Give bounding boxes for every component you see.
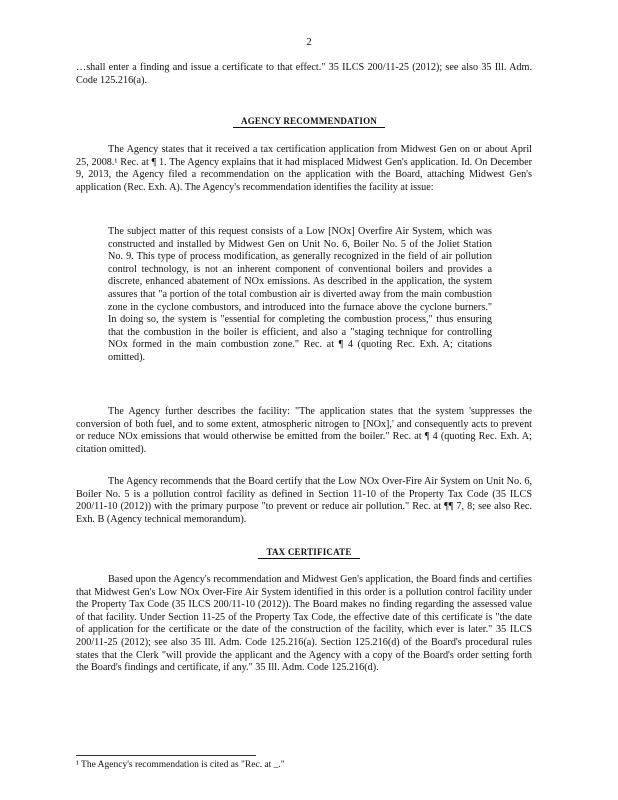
- footnote-divider: [76, 755, 256, 756]
- agency-recommendation-heading: AGENCY RECOMMENDATION: [0, 116, 618, 126]
- tax-certificate-heading: TAX CERTIFICATE: [0, 547, 618, 557]
- footnote: ¹ The Agency's recommendation is cited as "Rec. at _.": [76, 760, 285, 770]
- agency-paragraph-2: The Agency further describes the facility: "The application states that the system 'suppresses the conversion of both fuel, and to some extent, atmospheric nitrogen to [NOx],' and consequently acts to prevent or reduce NOx emissions that would otherwise be emitted from the boiler." Rec. at ¶ 4 (quoting Rec. Exh. A; citation omitted).: [76, 406, 532, 455]
- agency-block-quote: The subject matter of this request consists of a Low [NOx] Overfire Air System, which was constructed and installed by Midwest Gen on Unit No. 6, Boiler No. 5 of the Joliet Station No. 9. This type of process modification, as generally recognized in the field of air pollution control technology, is not an inherent component of conventional boilers and provides a discrete, enhanced abatement of NOx emissions. As described in the application, the system assures that "a portion of the total combustion air is diverted away from the main combustion zone in the cyclone combustors, and introduced into the furnace above the cyclone burners." In doing so, the system is "essential for completing the combustion process," thus ensuring that the combustion in the boiler is efficient, and also a "staging technique for controlling NOx formed in the main combustion zone." Rec. at ¶ 4 (quoting Rec. Exh. A; citations omitted).: [108, 226, 492, 363]
- agency-paragraph-3: The Agency recommends that the Board certify that the Low NOx Over-Fire Air System on Unit No. 6, Boiler No. 5 is a pollution control facility as defined in Section 11-10 of the Property Tax Code (35 ILCS 200/11-10 (2012)) with the primary purpose "to prevent or reduce air pollution." Rec. at ¶¶ 7, 8; see also Rec. Exh. B (Agency technical memorandum).: [76, 476, 532, 525]
- agency-paragraph-1: The Agency states that it received a tax certification application from Midwest Gen on or about April 25, 2008.¹ Rec. at ¶ 1. The Agency explains that it had misplaced Midwest Gen's application. Id. On December 9, 2013, the Agency filed a recommendation on the application with the Board, attaching Midwest Gen's application (Rec. Exh. A). The Agency's recommendation identifies the facility at issue:: [76, 144, 532, 193]
- intro-paragraph: …shall enter a finding and issue a certificate to that effect." 35 ILCS 200/11-25 (2012); see also 35 Ill. Adm. Code 125.216(a).: [76, 62, 532, 86]
- page-number: 2: [306, 36, 312, 48]
- tax-certificate-paragraph: Based upon the Agency's recommendation and Midwest Gen's application, the Board finds and certifies that Midwest Gen's Low NOx Over-Fire Air System identified in this order is a pollution control facility under the Property Tax Code (35 ILCS 200/11-10 (2012)). The Board makes no finding regarding the assessed value of that facility. Under Section 11-25 of the Property Tax Code, the effective date of this certificate is "the date of application for the certificate or the date of the construction of the facility, which ever is later." 35 ILCS 200/11-25 (2012); see also 35 Ill. Adm. Code 125.216(a). Section 125.216(d) of the Board's procedural rules states that the Clerk "will provide the applicant and the Agency with a copy of the Board's order setting forth the Board's findings and certificate, if any." 35 Ill. Adm. Code 125.216(d).: [76, 574, 532, 674]
